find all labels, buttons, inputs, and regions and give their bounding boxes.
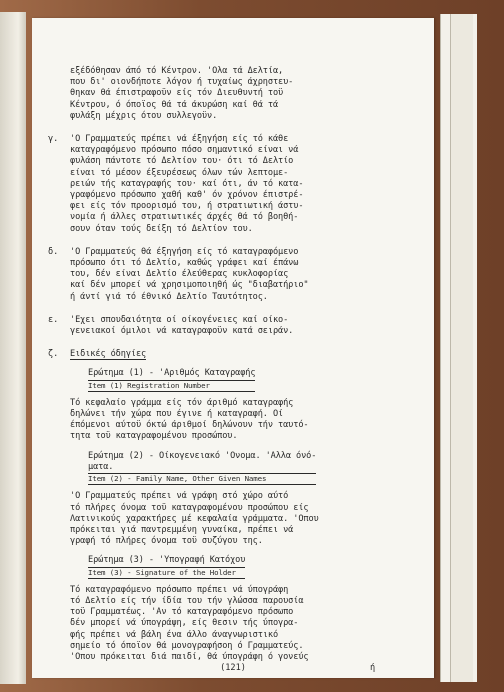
section-marker: ζ. <box>48 349 59 360</box>
text-line: είναι τό μέσον έξευρέσεως όλων τών λεπτομε- <box>70 167 289 178</box>
item-title-english: Item (2) - Family Name, Other Given Names <box>88 473 316 485</box>
text-line: θηκαν θά έπιστραφοϋν είς τόν Διευθυντή τοϋ <box>70 88 284 99</box>
text-line: γραφή τό πλήρες όνομα τοϋ συζύγου της. <box>70 536 263 547</box>
text-line: 'Ο Γραμματεύς πρέπει νά γράφη στό χώρο αύτό <box>70 491 289 502</box>
text-line: έπόμενοι αύτοϋ όκτώ άριθμοί δηλώνουν τήν ταυτό- <box>70 420 309 431</box>
text-line: ρειών τής καταγραφής του· καί ότι, άν τό κατα- <box>70 178 304 189</box>
text-line: ή <box>370 663 376 674</box>
document-page <box>32 18 434 678</box>
left-page-edge <box>0 12 26 684</box>
text-line: σουν όταν τούς δείξη τό Δελτίον του. <box>70 223 253 234</box>
item-title-english: Item (1) Registration Number <box>88 380 255 392</box>
item-title-greek-cont: ματα. <box>88 461 114 472</box>
item-3 <box>48 555 428 674</box>
text-line: τητα τοϋ καταγραφομένου προσώπου. <box>70 431 238 442</box>
item-title-greek: Ερώτημα (2) - Οίκογενειακό 'Ονομα. 'Αλλα όνό- <box>88 450 317 461</box>
text-line: φει είς τόν προορισμό του, ή στρατιωτική άστυ- <box>70 201 304 212</box>
item-2 <box>48 451 428 548</box>
page-text <box>48 66 428 674</box>
text-line: τό Δελτίο είς τήν ίδία του τήν γλώσσα παρουσία <box>70 595 304 606</box>
text-line: φής πρέπει νά βάλη ένα άλλο άναγνωριστικό <box>70 629 279 640</box>
item-title-greek: Ερώτημα (3) - 'Υπογραφή Κατόχου <box>88 555 246 566</box>
item-body <box>70 398 428 443</box>
text-line: Τό καταγραφόμενο πρόσωπο πρέπει νά ύπογράφη <box>70 584 289 595</box>
text-line: πρόσωπο ότι τό Δελτίο, καθώς γράφει καί έπάνω <box>70 258 299 269</box>
text-line: εξέδόθησαν άπό τό Κέντρον. 'Ολα τά Δελτία, <box>70 66 284 76</box>
text-line: τό πλήρες όνομα τοϋ καταγραφομένου προσώπου είς <box>70 502 309 513</box>
text-line: φυλάξη μέχρις ότου συλλεγοϋν. <box>70 110 218 121</box>
section-title: Ειδικές όδηγίες <box>70 349 147 360</box>
text-line: του, δέν είναι Δελτίο έλεύθερας κυκλοφορίας <box>70 269 289 280</box>
text-line: 'Εχει σπουδαιότητα οί οίκογένειες καί οίκο- <box>70 314 289 325</box>
text-line: που δι' οιονδήποτε λόγον ή τυχαίως άχρηστευ- <box>70 77 294 88</box>
text-line: δηλώνει τήν χώρα που έγινε ή καταγραφή. Οί <box>70 409 284 420</box>
text-line: γραφόμενο πρόσωπο χαθή καθ' όν χρόνον έπιστρέ- <box>70 190 304 201</box>
text-line: σημείο τό όποϊον θά μονογραφήσοη ό Γραμματεύς. <box>70 640 304 651</box>
text-line: Τό κεφαλαίο γράμμα είς τόν άριθμό καταγραφής <box>70 397 294 408</box>
text-line: 'Ο Γραμματεύς πρέπει νά έξηγήση είς τό κάθε <box>70 134 289 145</box>
paragraph-marker: γ. <box>48 134 59 145</box>
item-heading <box>88 368 255 391</box>
item-title-greek: Ερώτημα (1) - 'Αριθμός Καταγραφής <box>88 368 256 379</box>
page-number: (121) <box>220 663 246 673</box>
text-line: Λατινικούς χαρακτήρες μέ κεφαλαία γράμματα. 'Οπου <box>70 513 319 524</box>
paragraph-marker: ε. <box>48 314 59 325</box>
item-1 <box>48 368 428 442</box>
intro-paragraph <box>70 66 428 122</box>
paragraph-e <box>48 315 428 337</box>
text-line: ή άντί γιά τό έθνικό Δελτίο Ταυτότητος. <box>70 291 268 302</box>
text-line: 'Ο Γραμματεύς θά έξηγήση είς τό καταγραφόμενο <box>70 246 299 257</box>
item-body <box>70 491 428 547</box>
text-line: 'Οπου πρόκειται διά παιδί, θά ύπογράφη ό γονεύς <box>70 651 309 662</box>
item-heading <box>88 451 316 485</box>
text-line: νομία ή άλλες στρατιωτικές άρχές θά τό βοηθή- <box>70 212 299 223</box>
item-heading <box>88 555 245 578</box>
text-line: πρόκειται γιά παντρεμμένη γυναίκα, πρέπει νά <box>70 524 294 535</box>
paragraph-d <box>48 247 428 303</box>
item-body <box>70 585 428 675</box>
paragraph-marker: δ. <box>48 246 59 257</box>
text-line: δέν μπορεί νά ύπογράψη, είς θεσιν τής ύπογρα- <box>70 618 299 629</box>
text-line: καταγραφόμενο πρόσωπο πόσο σημαντικό είναι νά <box>70 145 299 156</box>
page-stack-edge-inner <box>450 14 473 682</box>
text-line: τοϋ Γραμματέως. 'Αν τό καταγραφόμενο πρόσωπο <box>70 607 294 618</box>
text-line: γενειακοί όμιλοι νά καταγραφοϋν κατά σειράν. <box>70 326 294 337</box>
section-special-instructions <box>48 349 428 360</box>
text-line: φυλάση πάντοτε τό Δελτίον του· ότι τό Δελτίο <box>70 156 294 167</box>
item-title-english: Item (3) - Signature of the Holder <box>88 567 245 579</box>
paragraph-g <box>48 134 428 235</box>
text-line: καί δέν μπορεί νά χρησιμοποιηθή ώς "διαβατήριο" <box>70 280 309 291</box>
text-line: Κέντρου, ό όποϊος θά τά άκυρώση καί θά τά <box>70 99 279 110</box>
